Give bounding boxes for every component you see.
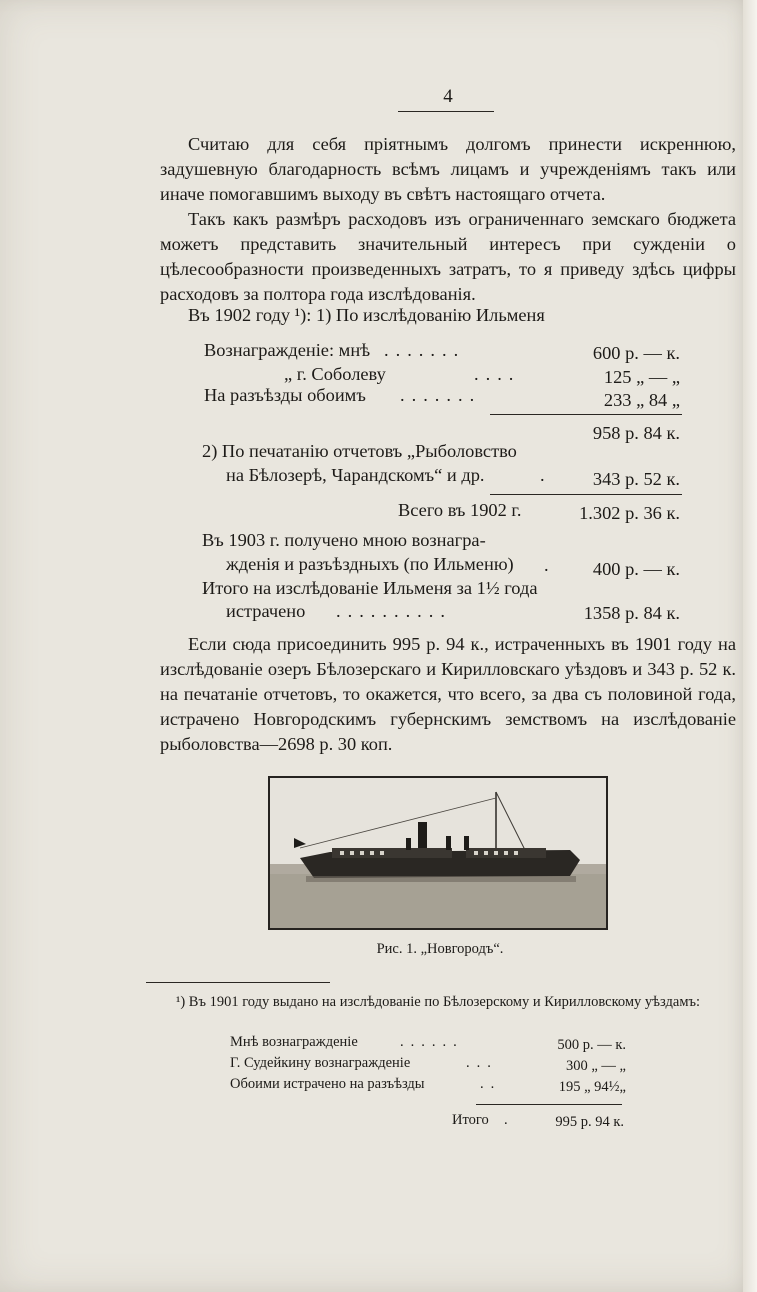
page-number: 4 bbox=[443, 86, 453, 107]
footnote-row-label: Обоими истрачено на разъѣзды bbox=[230, 1076, 425, 1092]
page-edge bbox=[743, 0, 757, 1292]
year-1903-label: Въ 1903 г. получено мною вознагра- bbox=[202, 530, 486, 550]
figure-caption: Рис. 1. „Новгородъ“. bbox=[376, 941, 504, 957]
footnote-rule bbox=[146, 982, 330, 983]
expenses-intro-line: Въ 1902 году ¹): 1) По изслѣдованію Ильменя bbox=[188, 305, 545, 325]
sum-rule bbox=[490, 414, 682, 415]
steamer-photo bbox=[268, 776, 608, 930]
total-label: Итого на изслѣдованіе Ильменя за 1½ года bbox=[202, 578, 538, 598]
footnote-total-amount: 995 р. 94 к. bbox=[555, 1114, 624, 1130]
leader-dots: .......... bbox=[336, 601, 452, 621]
total-label: истрачено bbox=[226, 601, 306, 621]
sum-rule bbox=[490, 494, 682, 495]
total-amount: 1358 р. 84 к. bbox=[583, 603, 680, 623]
total-1902-amount: 1.302 р. 36 к. bbox=[579, 503, 680, 523]
printing-label: 2) По печатанію отчетовъ „Рыболовство bbox=[202, 441, 517, 461]
footnote-row-amount: 195 „ 94½„ bbox=[558, 1079, 626, 1095]
printing-label: на Бѣлозерѣ, Чарандскомъ“ и др. bbox=[226, 465, 485, 485]
footnote-row-label: Г. Судейкину вознагражденіе bbox=[230, 1055, 411, 1071]
expense-row-label: Вознагражденіе: мнѣ bbox=[204, 340, 371, 360]
steamer-image bbox=[270, 778, 606, 928]
leader-dots: .... bbox=[474, 364, 521, 384]
footnote-row-label: Мнѣ вознагражденіе bbox=[230, 1034, 358, 1050]
page-number-rule bbox=[398, 111, 494, 112]
leader-dots: .. bbox=[480, 1076, 502, 1092]
leader-dots: ....... bbox=[384, 340, 466, 360]
total-1902-label: Всего въ 1902 г. bbox=[398, 500, 522, 520]
expense-row-amount: 125 „ — „ bbox=[603, 367, 680, 387]
year-1903-amount: 400 р. — к. bbox=[592, 559, 680, 579]
expense-row-amount: 600 р. — к. bbox=[592, 343, 680, 363]
leader-dots: . bbox=[544, 555, 549, 575]
year-1903-label: жденія и разъѣздныхъ (по Ильменю) bbox=[226, 554, 514, 574]
printing-amount: 343 р. 52 к. bbox=[592, 469, 680, 489]
subtotal-amount: 958 р. 84 к. bbox=[592, 423, 680, 443]
leader-dots: . bbox=[540, 465, 545, 485]
paragraph-expenses-intro: Такъ какъ размѣръ расходовъ изъ ограниченнаго земскаго бюджета можетъ представить значительный интересъ при сужденіи о цѣлесообразности произведенныхъ затратъ, то я приведу здѣсь цифры расходовъ за полтора года изслѣдованія. bbox=[160, 209, 736, 304]
expense-row-label: „ г. Соболеву bbox=[284, 364, 386, 384]
footnote-total-label: Итого bbox=[452, 1112, 489, 1128]
leader-dots: ....... bbox=[400, 385, 482, 405]
paragraph-thanks: Считаю для себя пріятнымъ долгомъ принести искреннюю, задушевную благодарность всѣмъ лицамъ и учрежденіямъ такъ или иначе помогавшимъ выходу въ свѣтъ настоящаго отчета. bbox=[160, 134, 736, 204]
expense-row-amount: 233 „ 84 „ bbox=[603, 390, 680, 410]
leader-dots: . bbox=[504, 1112, 508, 1128]
paragraph-summary: Если сюда присоединить 995 р. 94 к., истраченныхъ въ 1901 году на изслѣдованіе озеръ Бѣлозерскаго и Кирилловскаго уѣздовъ и 343 р. 52 к. на печатаніе отчетовъ, то окажется, что всего, за два съ половиной года, истрачено Новгородскимъ губернскимъ земствомъ на изслѣдованіе рыболовства—2698 р. 30 коп. bbox=[160, 634, 736, 754]
expense-row-label: На разъѣзды обоимъ bbox=[204, 385, 366, 405]
footnote-text: ¹) Въ 1901 году выдано на изслѣдованіе по Бѣлозерскому и Кирилловскому уѣздамъ: bbox=[176, 994, 701, 1010]
footnote-row-amount: 300 „ — „ bbox=[566, 1058, 626, 1074]
footnote-sum-rule bbox=[476, 1104, 622, 1105]
leader-dots: ... bbox=[466, 1055, 498, 1071]
leader-dots: ...... bbox=[400, 1034, 464, 1050]
footnote-row-amount: 500 р. — к. bbox=[557, 1037, 626, 1053]
